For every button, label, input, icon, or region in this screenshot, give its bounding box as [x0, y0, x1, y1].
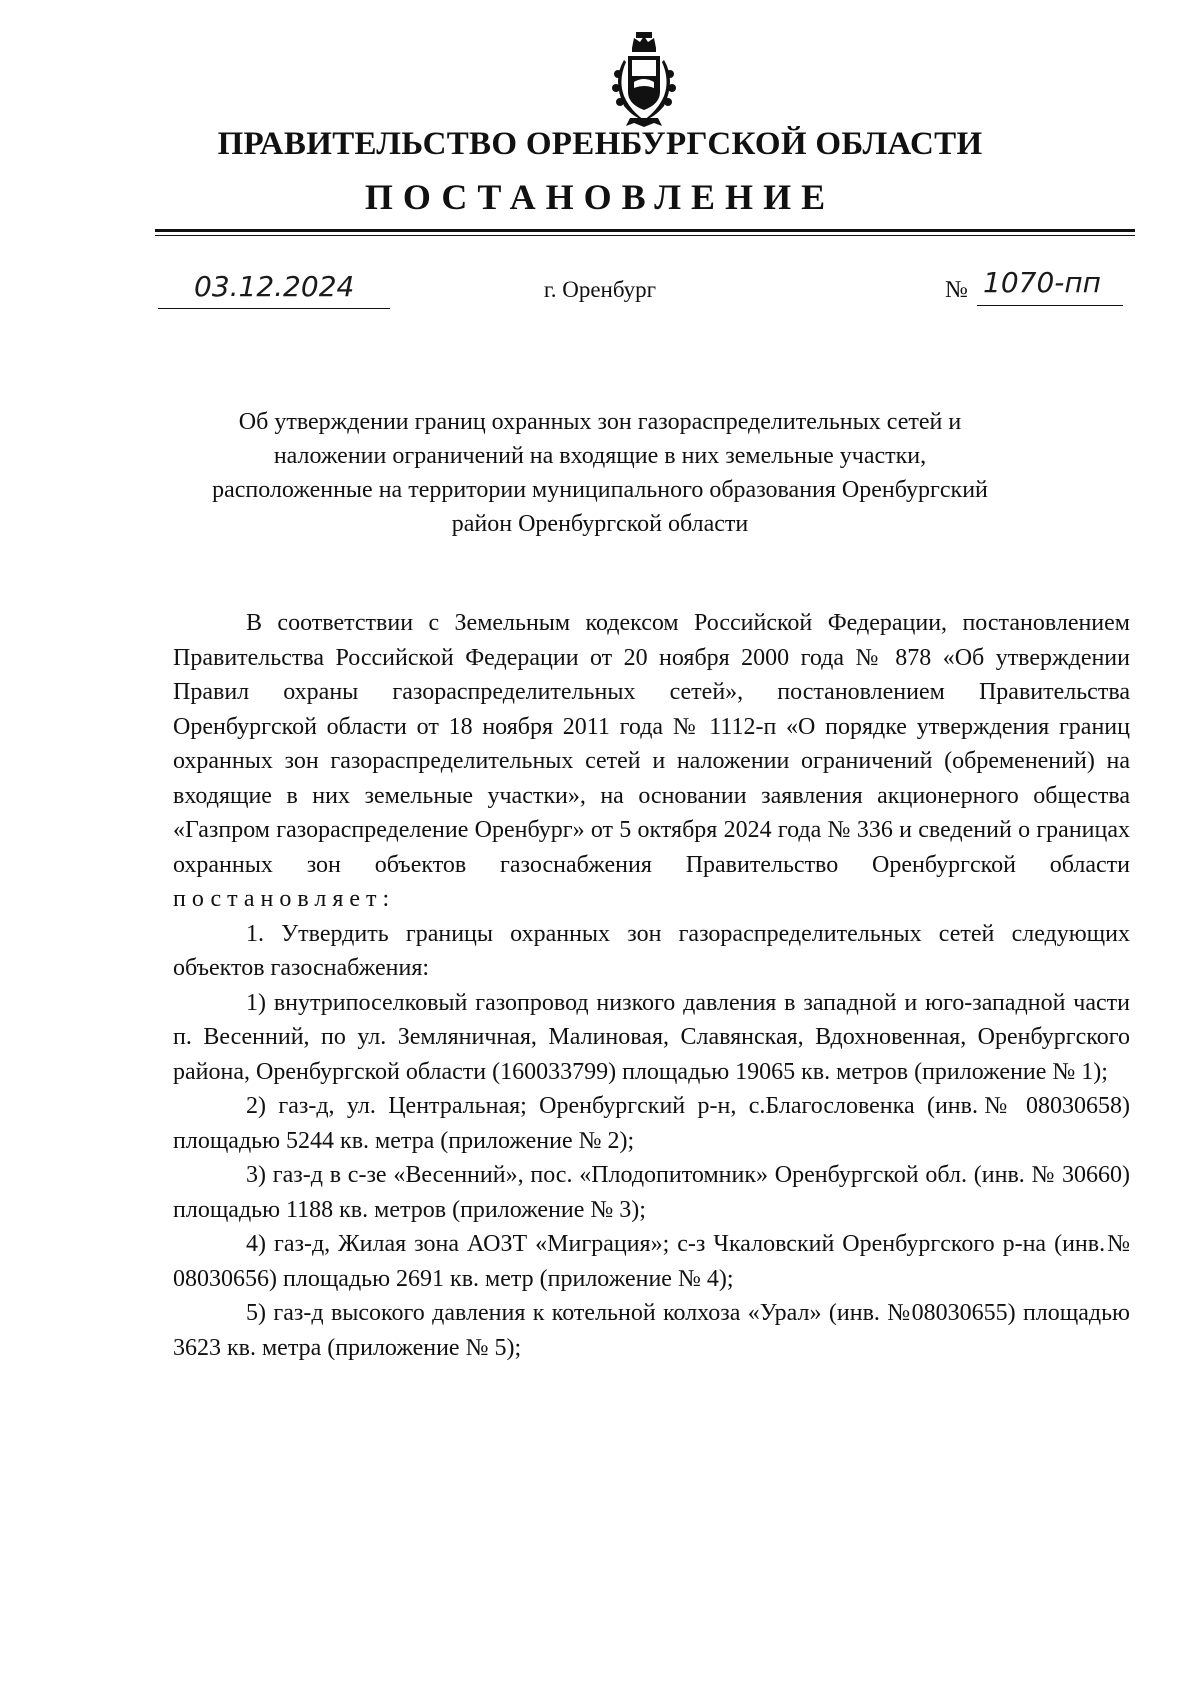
preamble-text: В соответствии с Земельным кодексом Российской Федерации, постановлением Правительства Российской Федерации от 20 ноября 2000 года № 878 «Об утверждении Правил охраны газораспределительных сетей», постановлением Правительства Оренбургской области от 18 ноября 2011 года № 1112-п «О порядке утверждения границ охранных зон газораспределительных сетей и наложении ограничений (обременений) на входящие в них земельные участки», на основании заявления акционерного общества «Газпром газораспределение Оренбург» от 5 октября 2024 года № 336 и сведений о границах охранных зон объектов газоснабжения Правительство Оренбургской области — [173, 610, 1130, 878]
government-title: ПРАВИТЕЛЬСТВО ОРЕНБУРГСКОЙ ОБЛАСТИ — [217, 126, 983, 162]
subitem-5: 5) газ-д высокого давления к котельной колхоза «Урал» (инв. №08030655) площадью 3623 кв. метра (приложение № 5); — [173, 1300, 1130, 1361]
header-divider-thin — [155, 235, 1135, 236]
subitem-2: 2) газ-д, ул. Центральная; Оренбургский р-н, с.Благословенка (инв.№ 08030658) площадью 5244 кв. метра (приложение № 2); — [173, 1093, 1130, 1154]
document-city: г. Оренбург — [543, 277, 657, 302]
document-type: ПОСТАНОВЛЕНИЕ — [364, 177, 836, 217]
subitem-4: 4) газ-д, Жилая зона АОЗТ «Миграция»; с-з Чкаловский Оренбургского р-на (инв.№ 08030656) площадью 2691 кв. метр (приложение № 4); — [173, 1231, 1130, 1292]
document-subject: Об утверждении границ охранных зон газораспределительных сетей и наложении ограничений на входящие в них земельные участки, расположенные на территории муниципального образования Оренбургский район Оренбургской области — [212, 409, 988, 537]
number-label: № — [945, 277, 968, 303]
item-1: 1. Утвердить границы охранных зон газораспределительных сетей следующих объектов газоснабжения: — [173, 920, 1130, 981]
document-number: 1070-пп — [977, 266, 1123, 306]
subitem-1: 1) внутрипоселковый газопровод низкого давления в западной и юго-западной части п. Весенний, по ул. Земляничная, Малиновая, Славянская, Вдохновенная, Оренбургского района, Оренбургской области (160033799) площадью 19065 кв. метров (приложение № 1); — [173, 989, 1130, 1085]
subitem-3: 3) газ-д в с-зе «Весенний», пос. «Плодопитомник» Оренбургской обл. (инв. № 30660) площадью 1188 кв. метров (приложение № 3); — [173, 1162, 1130, 1223]
resolution-word: постановляет: — [173, 886, 396, 912]
preamble-paragraph — [173, 606, 1130, 917]
coat-of-arms-icon — [594, 30, 694, 130]
document-body — [173, 606, 1130, 1365]
header-divider-thick — [155, 229, 1135, 232]
document-date: 03.12.2024 — [194, 270, 355, 303]
